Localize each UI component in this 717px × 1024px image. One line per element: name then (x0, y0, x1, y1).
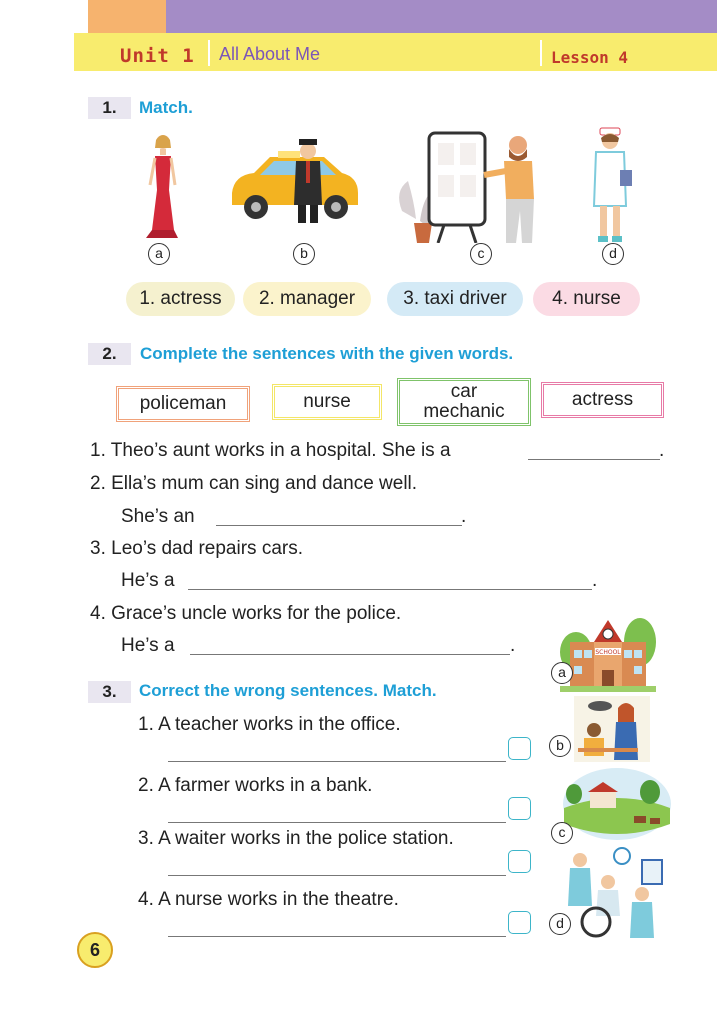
unit-label: Unit 1 (120, 45, 195, 67)
sentence-2-answer-lead: She’s an (121, 506, 195, 527)
option-pill-taxi-driver[interactable]: 3. taxi driver (387, 282, 523, 316)
exercise-2-number: 2. (88, 343, 131, 365)
school-building-icon (560, 612, 656, 692)
option-pill-nurse[interactable]: 4. nurse (533, 282, 640, 316)
exercise-2-title: Complete the sentences with the given words. (140, 344, 514, 363)
word-box-actress: actress (541, 382, 664, 418)
manager-figure-icon (394, 131, 544, 243)
exercise-3-title: Correct the wrong sentences. Match. (139, 681, 437, 700)
wrong-sentence-3: 3. A waiter works in the police station. (138, 828, 454, 849)
sentence-end: . (510, 635, 516, 656)
sentence-3-answer-lead: He’s a (121, 570, 175, 591)
sentence-1: 1. Theo’s aunt works in a hospital. She is a (90, 440, 451, 461)
correction-blank-4[interactable] (168, 935, 506, 937)
match-checkbox-1[interactable] (508, 737, 531, 760)
school-sign: SCHOOL (595, 649, 621, 656)
answer-blank-2[interactable] (216, 524, 462, 526)
correction-blank-2[interactable] (168, 821, 506, 823)
word-box-line: mechanic (423, 401, 505, 422)
word-box-car-mechanic (397, 378, 531, 426)
page-number: 6 (77, 932, 113, 968)
taxi-driver-figure-icon (226, 135, 362, 227)
lesson-label: Lesson 4 (551, 48, 629, 67)
sentence-end: . (659, 440, 665, 461)
farm-landscape-icon (562, 764, 672, 840)
picture-letter-d: d (549, 913, 571, 935)
answer-blank-4[interactable] (190, 653, 510, 655)
match-checkbox-4[interactable] (508, 911, 531, 934)
exercise-3-number: 3. (88, 681, 131, 703)
hospital-care-icon (562, 846, 668, 944)
match-checkbox-2[interactable] (508, 797, 531, 820)
restaurant-waiter-icon (574, 696, 650, 762)
header-separator (540, 40, 542, 66)
wrong-sentence-4: 4. A nurse works in the theatre. (138, 889, 399, 910)
sentence-end: . (592, 570, 598, 591)
unit-title: All About Me (219, 44, 321, 64)
picture-letter-c: c (470, 243, 492, 265)
header-separator (208, 40, 210, 66)
picture-letter-a: a (148, 243, 170, 265)
word-box-policeman: policeman (116, 386, 250, 422)
sentence-4-answer-lead: He’s a (121, 635, 175, 656)
sentence-3: 3. Leo’s dad repairs cars. (90, 538, 303, 559)
exercise-1-number: 1. (88, 97, 131, 119)
correction-blank-3[interactable] (168, 874, 506, 876)
actress-figure-icon (138, 130, 188, 242)
word-box-line: car (450, 381, 478, 402)
picture-letter-d: d (602, 243, 624, 265)
option-pill-manager[interactable]: 2. manager (243, 282, 371, 316)
wrong-sentence-2: 2. A farmer works in a bank. (138, 775, 373, 796)
wrong-sentence-1: 1. A teacher works in the office. (138, 714, 401, 735)
correction-blank-1[interactable] (168, 760, 506, 762)
picture-letter-a: a (551, 662, 573, 684)
picture-letter-c: c (551, 822, 573, 844)
picture-letter-b: b (293, 243, 315, 265)
answer-blank-3[interactable] (188, 588, 592, 590)
sentence-end: . (461, 506, 467, 527)
nurse-figure-icon (584, 126, 636, 246)
option-pill-actress[interactable]: 1. actress (126, 282, 235, 316)
sentence-4: 4. Grace’s uncle works for the police. (90, 603, 402, 624)
exercise-1-title: Match. (139, 98, 193, 117)
picture-letter-b: b (549, 735, 571, 757)
match-checkbox-3[interactable] (508, 850, 531, 873)
word-box-nurse: nurse (272, 384, 382, 420)
sentence-2: 2. Ella’s mum can sing and dance well. (90, 473, 418, 494)
answer-blank-1[interactable] (528, 458, 660, 460)
